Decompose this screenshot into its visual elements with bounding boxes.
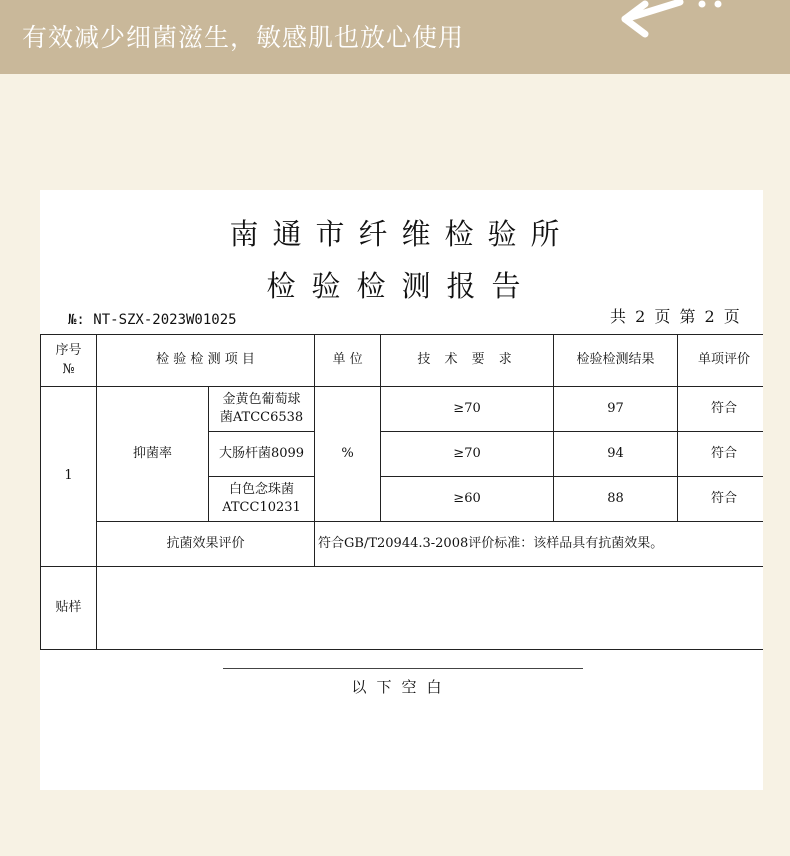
header-item: 检 验 检 测 项 目 (97, 335, 315, 387)
report-title: 检验检测报告 (266, 269, 537, 303)
category-cell: 抑菌率 (97, 387, 209, 522)
sample-label: 贴样 (41, 567, 97, 650)
report-table (40, 334, 763, 650)
organism-cell (209, 387, 315, 432)
decorative-arrow-icon (610, 0, 750, 44)
evaluation-cell: 符合 (678, 432, 763, 477)
organism-strain: 菌ATCC6538 (219, 410, 304, 425)
header-evaluation: 单项评价 (678, 335, 763, 387)
organization-title: 南通市纤维检验所 (229, 217, 574, 251)
header-row (41, 335, 764, 387)
organism-name: 金黄色葡萄球 (222, 391, 301, 407)
requirement-cell: ≥70 (381, 387, 554, 432)
organism-cell (209, 432, 315, 477)
result-cell: 88 (554, 477, 678, 522)
result-cell: 94 (554, 432, 678, 477)
report-number: №: NT-SZX-2023W01025 (68, 312, 237, 328)
banner-text: 有效减少细菌滋生，敏感肌也放心使用 (22, 23, 465, 52)
evaluation-cell: 符合 (678, 387, 763, 432)
organism-cell (209, 477, 315, 522)
overall-evaluation-row (41, 522, 764, 567)
top-banner (0, 0, 790, 74)
seq-cell: 1 (41, 387, 97, 567)
overall-label: 抗菌效果评价 (97, 522, 315, 567)
header-result: 检验检测结果 (554, 335, 678, 387)
result-cell: 97 (554, 387, 678, 432)
requirement-cell: ≥70 (381, 432, 554, 477)
evaluation-cell: 符合 (678, 477, 763, 522)
header-seq (41, 335, 97, 387)
header-seq-symbol: № (62, 361, 75, 377)
requirement-cell: ≥60 (381, 477, 554, 522)
unit-cell: % (315, 387, 381, 522)
header-requirement: 技 术 要 求 (381, 335, 554, 387)
table-row (41, 387, 764, 432)
header-unit: 单 位 (315, 335, 381, 387)
end-note: 以下空白 (351, 678, 452, 696)
overall-value: 符合GB/T20944.3-2008评价标准：该样品具有抗菌效果。 (315, 522, 763, 567)
page-info: 共 2 页 第 2 页 (610, 307, 742, 326)
organism-strain: ATCC10231 (222, 500, 301, 515)
organism-name: 白色念珠菌 (229, 481, 295, 497)
organism-name: 大肠杆菌8099 (218, 445, 305, 461)
sample-row (41, 567, 764, 650)
test-report-document (40, 190, 763, 790)
end-divider (223, 668, 583, 669)
header-seq-label: 序号 (55, 343, 82, 359)
sample-area (97, 567, 764, 650)
